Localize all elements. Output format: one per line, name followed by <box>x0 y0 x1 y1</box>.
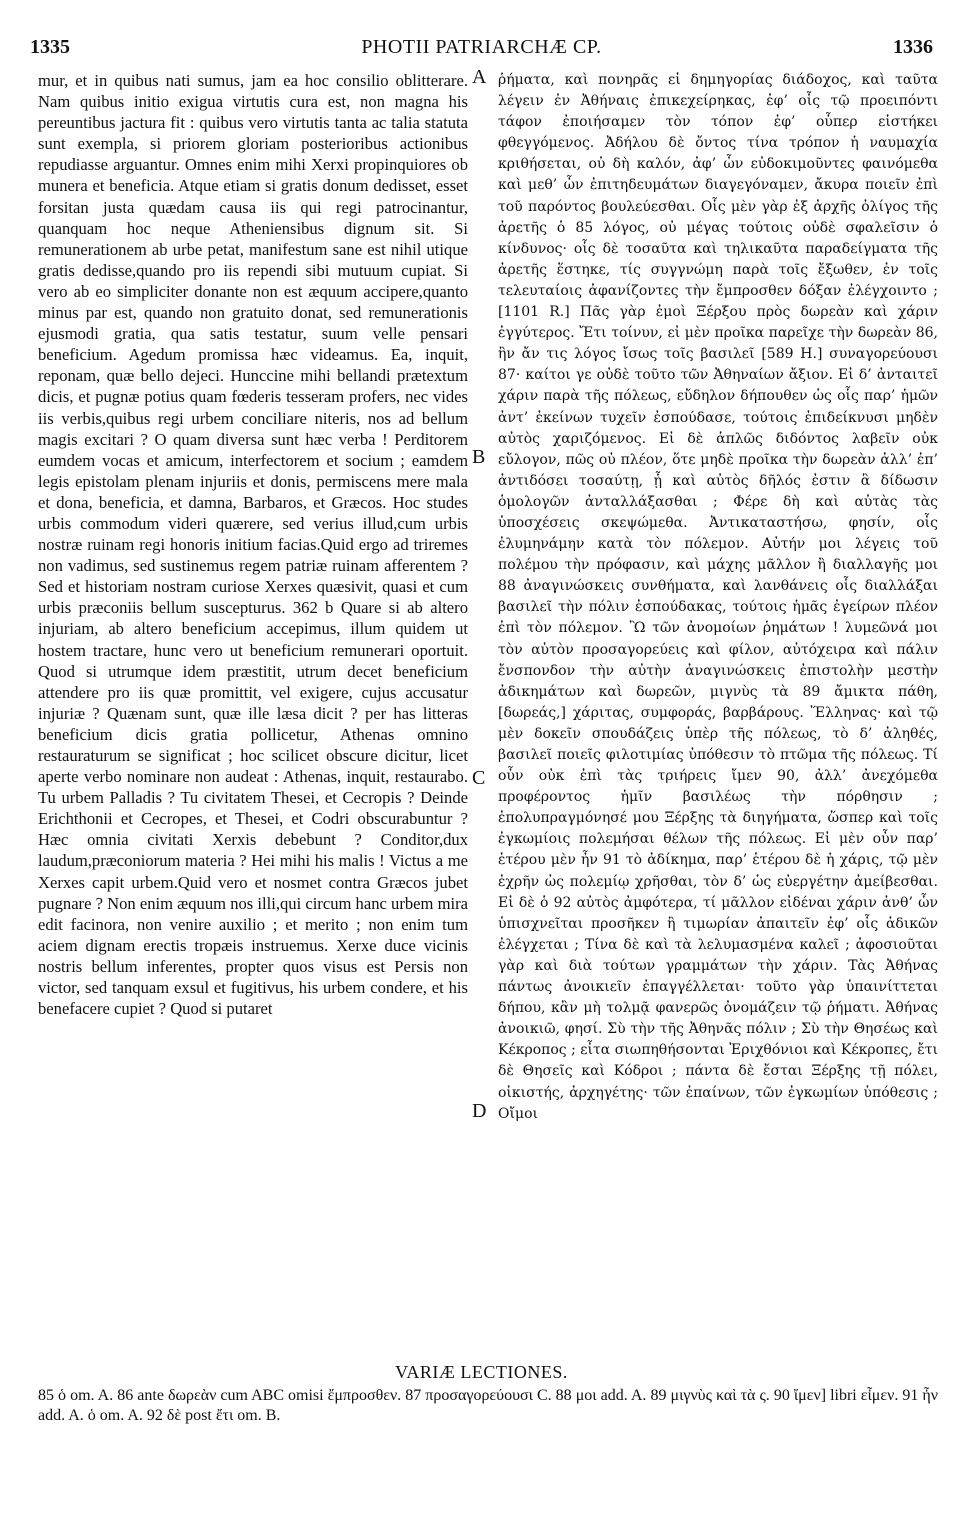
section-marker-a: A <box>472 66 487 88</box>
running-title: PHOTII PATRIARCHÆ CP. <box>361 36 602 58</box>
latin-column <box>38 70 468 1345</box>
variae-lectiones-heading: VARIÆ LECTIONES. <box>395 1362 568 1382</box>
variae-lectiones-notes: 85 ὁ om. A. 86 ante δωρεὰν cum ABC omisi ἔμπροσθεν. 87 προσαγορεύουσι C. 88 μοι add. A. 89 μιγνὺς καὶ τὰ ς. 90 ἴμεν] libri εἶμεν. 91 ἦν add. A. ὁ om. A. 92 δὲ post ἔτι om. B. <box>38 1387 938 1424</box>
page-number-right: 1336 <box>893 36 933 58</box>
greek-column <box>498 70 938 1345</box>
latin-text: mur, et in quibus nati sumus, jam ea hoc consilio oblitterare. Nam quibus initio exigua virtutis cura est, non magna his pereuntibus jactura fit : quibus vero virtutis tanta ac talia statuta sunt exempla, si priorem gloriam posterioribus actionibus repudiasse arguantur. Omnes enim mihi Xerxi propinquiores ob munera et beneficia. Atque etiam si gratis donum dedisset, esset forsitan justa quædam causa iis qui regi patrocinantur, quanquam hoc neque Atheniensibus dignum sit. Si remunerationem ab urbe petat, manifestum sane est nihil utique gratis dedisse,quando pro iis rependi sibi mutuum cupiat. Si vero ab eo simpliciter donante non est æquum accipere,quanto minus par est, quando non gratuito donat, sed remunerationis ejusmodi gratia, qua satis testatur, suum velle pensari beneficium. Agedum promissa hæc videamus. Ea, inquit, reponam, quæ bello dejeci. Hunccine mihi bellandi prætextum dicis, et pugnæ potius quam fœderis tesseram profers, nec vides iis verbis,quibus regi urbem conciliare niteris, nos ad bellum magis excitari ? O quam diversa sunt hæc verba ! Perditorem eumdem vocas et amicum, interfectorem et socium ; eamdem legis epistolam plenam injuriis et donis, permiscens mere mala et dona, beneficia, et damna, Barbaros, et Græcos. Hoc studes urbis commodum videri quærere, sed verius illud,cum urbis nostræ ruinam regi honoris initium facias.Quid ergo ad triremes non vadimus, sed sustinemus regem patriæ ruinam afferentem ? Sed et historiam nostram curiose Xerxes quæsivit, quasi et cum urbis præconiis bellum suscepturus. 362 b Quare si ab altero injuriam, ab altero beneficium accepimus, illum quidem ut hostem tractare, hunc vero ut beneficium remunerari oportuit. Quod si utrumque idem præstitit, utrum decet beneficium attendere pro iis quæ promittit, vel exigere, cujus accusatur injuriæ ? Quænam sunt, quæ ille læsa dicit ? per has litteras beneficium dicis gratia pollicetur, Athenas omnino restauraturum se significat ; hoc scilicet obscure dicitur, licet aperte verbo nominare non audeat : Athenas, inquit, restaurabo. Tu urbem Palladis ? Tu civitatem Thesei, et Cecropis ? Deinde Erichthonii et Cecropes, et Thesei, et Codri obscurabuntur ? Hæc omnia civitati Xerxis debebunt ? Conditor,dux laudum,præconiorum materia ? Hei mihi his malis ! Victus a me Xerxes capit urbem.Quid vero et nosmet contra Græcos jubet pugnare ? Non enim æquum nos illi,qui circum hanc urbem mira edit facinora, non venire auxilio ; et merito ; non enim tum aciem dignam erectis tropæis instruemus. Xerxe duce vicinis nostris bellum inferentes, propter quos visus est Persis non victor, sed tanquam exsul et fugitivus, his urbem condere, et his benefacere cupiet ? Quod si putaret <box>38 71 468 1019</box>
page-number-left: 1335 <box>30 36 70 58</box>
section-marker-c: C <box>472 767 486 789</box>
running-header <box>20 28 943 58</box>
greek-text: ῥήματα, καὶ πονηρᾶς εἰ δημηγορίας διάδοχος, καὶ ταῦτα λέγειν ἐν Ἀθήναις ἐπικεχείρηκας, ἐφ’ οἷς τῷ προειπόντι τάφον ἐποιήσαμεν τὸν τόπον ἐφ’ οὗπερ εἱστήκει φθεγγόμενος. Ἀδήλου δὲ ὄντος τίνα τρόπον ἡ ναυμαχία κριθήσεται, οὐ δὴ καλόν, ἀφ’ ὧν εὐδοκιμοῦντες φαινόμεθα καὶ μεθ’ ὧν ἐπιτηδευμάτων διαγεγόναμεν, ἄκυρα ποιεῖν ἐπὶ τοῦ παρόντος βουλεύεσθαι. Οἷς μὲν γὰρ ἐξ ἀρχῆς ὀλίγος τῆς ἀρετῆς ὁ 85 λόγος, οὐ μέγας τούτοις οὐδὲ σφαλεῖσιν ὁ κίνδυνος· οἷς δὲ τοσαῦτα καὶ τηλικαῦτα παραδείγματα τῆς ἀρετῆς ἕστηκε, τίς συγγνώμη παρὰ τοῖς ἔξωθεν, ἐν τοῖς τελευταίοις ἀφανίζοντες τὴν ἔμπροσθεν δόξαν ἐλέγχοιντο ; [1101 R.] Πᾶς γὰρ ἐμοὶ Ξέρξου πρὸς δωρεὰν καὶ χάριν ἐγγύτερος. Ἔτι τοίνυν, εἰ μὲν προῖκα παρεῖχε τὴν δωρεὰν 86, ἣν ἄν τις λόγος ἴσως τοῖς βασιλεῖ [589 H.] συναγορεύουσι 87· καίτοι γε οὐδὲ τοῦτο τῶν Ἀθηναίων ἄξιον. Εἰ δ’ ἀνταιτεῖ χάριν παρὰ τῆς πόλεως, εὔδηλον δήπουθεν ὡς οἷς παρ’ ἡμῶν ἀντ’ ἐκείνων τυχεῖν ἐσπούδασε, τούτοις ἐπιδείκνυσι μηδὲν αὐτὸς χαριζόμενος. Εἰ δὲ ἁπλῶς διδόντος λαβεῖν οὐκ εὔλογον, πῶς οὐ πλέον, ὅτε μηδὲ προῖκα τὴν δωρεὰν ἀλλ’ ἐπ’ ἀντιδόσει τοσαύτῃ, ᾗ καὶ αὐτὸς δῆλός ἐστιν ἃ δίδωσιν ὁμολογῶν ἀνταλλάξασθαι ; Φέρε δὴ καὶ αὐτὰς τὰς ὑποσχέσεις σκεψώμεθα. Ἀντικαταστήσω, φησίν, οἷς ἐλυμηνάμην κατὰ τὸν πόλεμον. Αὐτήν μοι λέγεις τοῦ πολέμου τὴν πρόφασιν, καὶ μάχης μᾶλλον ἢ διαλλαγῆς μοι 88 ἀναγινώσκεις συνθήματα, καὶ λανθάνεις οἷς διαλλάξαι βασιλεῖ τὴν πόλιν ἐσπούδακας, τούτοις ἡμᾶς ἐγείρων πλέον ἐπὶ τὸν πόλεμον. Ὢ τῶν ἀνομοίων ῥημάτων ! λυμεῶνά μοι τὸν αὐτὸν προσαγορεύεις καὶ φίλον, αὐτόχειρα καὶ πάλιν ἔνσπονδον τὴν αὐτὴν ἀναγινώσκεις ἐπιστολὴν μεστὴν ἀδικημάτων καὶ δωρεῶν, μιγνὺς τὰ 89 ἄμικτα πάθη, [δωρεάς,] χάριτας, συμφοράς, βαρβάρους. Ἕλληνας· καὶ τῷ μὲν δοκεῖν σπουδάζεις ὑπὲρ τῆς πόλεως, τὸ δ’ ἀληθές, βασιλεῖ ποιεῖς φιλοτιμίας ὑπόθεσιν τὸ πτῶμα τῆς πόλεως. Τί οὖν οὐκ ἐπὶ τὰς τριήρεις ἴμεν 90, ἀλλ’ ἀνεχόμεθα προφέροντος ἡμῖν βασιλέως τὴν πόρθησιν ; ἐπολυπραγμόνησέ μου Ξέρξης τὰ διηγήματα, ὥσπερ καὶ τοῖς ἐγκωμίοις πολεμήσαι θέλων τῆς πόλεως. Εἰ μὲν οὖν παρ’ ἑτέρου μὲν ἦν 91 τὸ ἀδίκημα, παρ’ ἑτέρου δὲ ἡ χάρις, τῷ μὲν ἐχρῆν ὡς πολεμίῳ χρῆσθαι, τὸν δ’ ὡς εὐεργέτην ἀμείβεσθαι. Εἰ δὲ ὁ 92 αὐτὸς ἀμφότερα, τί μᾶλλον εἰδέναι χάριν ἀνθ’ ὧν ὑπισχνεῖται προσῆκεν ἢ τιμωρίαν ἀπαιτεῖν ἐφ’ οἷς ἀδικῶν ἐλέγχεται ; Τίνα δὲ καὶ τὰ λελυμασμένα καλεῖ ; ἀφοσιοῦται γὰρ καὶ διὰ τούτων γραμμάτων τὴν χάριν. Τὰς Ἀθήνας πάντως ἀνοικιεῖν ἐπαγγέλλεται· τοῦτο γὰρ ὑπαινίττεται δήπου, κἂν μὴ τολμᾷ φανερῶς ὀνομάζειν τῷ ῥήματι. Ἀθήνας ἀνοικιῶ, φησί. Σὺ τὴν τῆς Ἀθηνᾶς πόλιν ; Σὺ τὴν Θησέως καὶ Κέκροπος ; εἶτα σιωπηθήσονται Ἐριχθόνιοι καὶ Κέκροπες, ἔτι δὲ Θησεῖς καὶ Κόδροι ; πάντα δὲ ἔσται Ξέρξης τῇ πόλει, οἰκιστής, ἀρχηγέτης· τῶν ἐπαίνων, τῶν ἐγκωμίων ὑπόθεσις ; Οἴμοι <box>498 72 938 1122</box>
section-marker-b: B <box>472 446 486 468</box>
section-marker-d: D <box>472 1100 487 1122</box>
